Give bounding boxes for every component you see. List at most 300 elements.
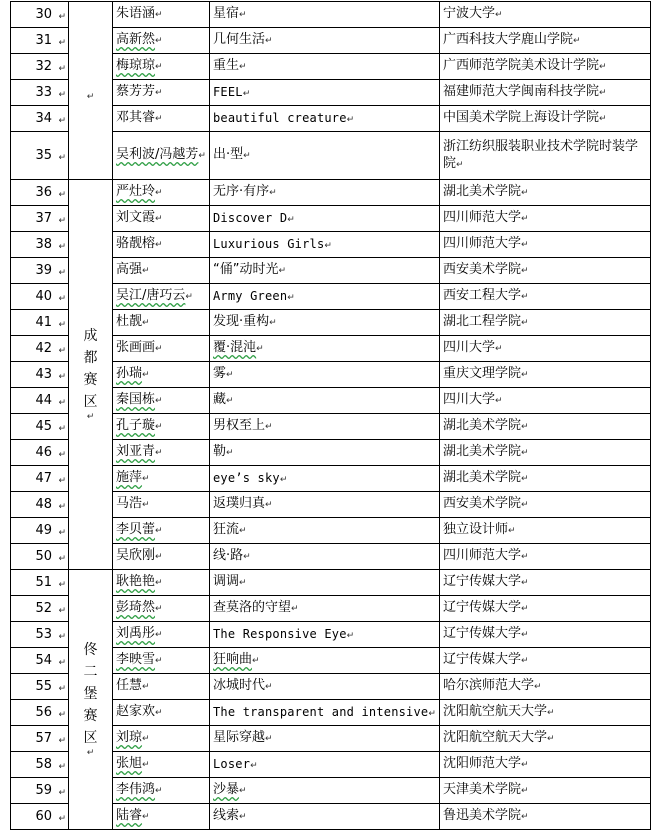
row-number [11,700,69,726]
work-title [210,54,440,80]
paragraph-mark: ↵ [521,188,529,198]
designer-name [113,106,210,132]
school-name [440,466,651,492]
paragraph-mark: ↵ [155,396,163,406]
school-name [440,648,651,674]
paragraph-mark: ↵ [58,579,66,590]
school-name-text: 中国美术学院上海设计学院 [443,110,600,125]
paragraph-mark: ↵ [521,630,529,640]
work-title [210,492,440,518]
row-number [11,362,69,388]
row-number [11,570,69,596]
designer-name [113,2,210,28]
designer-name [113,778,210,804]
paragraph-mark: ↵ [155,88,163,98]
designer-name [113,80,210,106]
work-title-text: 线·路 [213,548,244,563]
paragraph-mark: ↵ [58,423,66,434]
work-title [210,414,440,440]
paragraph-mark: ↵ [58,319,66,330]
work-title [210,700,440,726]
school-name [440,622,651,648]
work-title [210,804,440,830]
row-number-text: 60 [35,808,52,824]
school-name [440,726,651,752]
paragraph-mark: ↵ [521,318,529,328]
designer-name [113,622,210,648]
designer-name [113,648,210,674]
designer-name-text: 梅琼琼 [116,58,156,73]
school-name [440,132,651,180]
row-number [11,258,69,284]
work-title-text: 线索 [213,808,240,823]
work-title [210,388,440,414]
paragraph-mark: ↵ [521,240,529,250]
school-name [440,284,651,310]
paragraph-mark: ↵ [495,396,503,406]
row-number-text: 37 [35,210,52,226]
paragraph-mark: ↵ [279,474,288,485]
designer-name [113,752,210,778]
region-label: 成都赛区 [83,327,98,410]
school-name [440,752,651,778]
paragraph-mark: ↵ [269,188,277,198]
work-title-text: 勒 [213,444,227,459]
paragraph-mark: ↵ [226,370,234,380]
paragraph-mark: ↵ [521,812,529,822]
paragraph-mark: ↵ [155,36,163,46]
school-name-text: 四川大学 [443,340,496,355]
designer-name-text: 高新然 [116,32,156,47]
work-title-text: FEEL [213,84,243,99]
designer-name [113,804,210,830]
region-cell-tongerpu [69,570,113,830]
school-name-text: 沈阳师范大学 [443,756,522,771]
paragraph-mark: ↵ [265,734,273,744]
paragraph-mark: ↵ [58,267,66,278]
designer-name [113,570,210,596]
row-number [11,310,69,336]
designer-name [113,284,210,310]
paragraph-mark: ↵ [599,88,607,98]
paragraph-mark: ↵ [58,501,66,512]
work-title [210,310,440,336]
row-number-text: 44 [35,392,52,408]
work-title [210,622,440,648]
row-number [11,80,69,106]
row-number-text: 32 [35,58,52,74]
work-title-text: 几何生活 [213,32,266,47]
designer-name-text: 杜靓 [116,314,143,329]
paragraph-mark: ↵ [287,292,295,303]
row-number-text: 57 [35,730,52,746]
designer-name [113,28,210,54]
paragraph-mark: ↵ [252,656,260,666]
designer-name-text: 孙瑞 [116,366,143,381]
work-title [210,206,440,232]
designer-name-text: 邓其睿 [116,110,156,125]
designer-name [113,336,210,362]
designer-name [113,180,210,206]
paragraph-mark: ↵ [58,241,66,252]
row-number [11,132,69,180]
row-number-text: 55 [35,678,52,694]
paragraph-mark: ↵ [456,159,464,170]
row-number [11,674,69,700]
designer-name-text: 赵家欢 [116,704,156,719]
designer-name-text: 骆靓榕 [116,236,156,251]
designer-name-text: 耿艳艳 [116,574,156,589]
row-number-text: 54 [35,652,52,668]
row-number [11,284,69,310]
paragraph-mark: ↵ [521,604,529,614]
work-title [210,180,440,206]
work-title-text: Army Green [213,288,288,303]
work-title-text: 无序·有序 [213,184,270,199]
school-name [440,80,651,106]
paragraph-mark: ↵ [155,114,163,124]
work-title-text: Loser [213,756,251,771]
school-name [440,2,651,28]
row-number [11,518,69,544]
school-name-text: 重庆文理学院 [443,366,522,381]
work-title-text: 狂流 [213,522,240,537]
work-title-text: 出·型 [213,147,244,162]
paragraph-mark: ↵ [239,526,247,536]
school-name-text: 哈尔滨师范大学 [443,678,535,693]
work-title [210,466,440,492]
row-number-text: 47 [35,470,52,486]
designer-name-text: 刘亚青 [116,444,156,459]
designer-name-text: 高强 [116,262,143,277]
paragraph-mark: ↵ [58,63,66,74]
school-name-text: 四川师范大学 [443,548,522,563]
school-name [440,336,651,362]
paragraph-mark: ↵ [495,344,503,354]
paragraph-mark: ↵ [58,293,66,304]
paragraph-mark: ↵ [86,411,95,422]
row-number-text: 43 [35,366,52,382]
paragraph-mark: ↵ [58,683,66,694]
school-name-text: 湖北美术学院 [443,184,522,199]
work-title-text: 星宿 [213,6,240,21]
paragraph-mark: ↵ [242,88,251,99]
row-number [11,778,69,804]
school-name-text: 辽宁传媒大学 [443,626,522,641]
school-name [440,206,651,232]
school-name-text: 湖北美术学院 [443,418,522,433]
row-number-text: 30 [35,6,52,22]
designer-name-text: 陆睿 [116,808,143,823]
row-number [11,414,69,440]
paragraph-mark: ↵ [142,682,150,692]
paragraph-mark: ↵ [269,318,277,328]
work-title [210,752,440,778]
paragraph-mark: ↵ [155,578,163,588]
paragraph-mark: ↵ [142,500,150,510]
paragraph-mark: ↵ [239,10,247,20]
paragraph-mark: ↵ [239,578,247,588]
work-title [210,518,440,544]
school-name [440,54,651,80]
row-number-text: 36 [35,184,52,200]
work-title-text: Discover D [213,210,288,225]
row-number-text: 49 [35,522,52,538]
designer-name [113,414,210,440]
school-name-text: 辽宁传媒大学 [443,600,522,615]
paragraph-mark: ↵ [86,747,95,758]
designer-name-text: 蔡芳芳 [116,84,156,99]
paragraph-mark: ↵ [155,630,163,640]
work-title [210,648,440,674]
school-name [440,674,651,700]
row-number [11,336,69,362]
work-title-text: 发现·重构 [213,314,270,329]
paragraph-mark: ↵ [346,114,355,125]
work-title-text: eye’s sky [213,470,280,485]
paragraph-mark: ↵ [521,214,529,224]
paragraph-mark: ↵ [155,422,163,432]
school-name-text: 湖北工程学院 [443,314,522,329]
paragraph-mark: ↵ [58,37,66,48]
paragraph-mark: ↵ [599,62,607,72]
work-title-text: “俑”动时光 [213,262,279,277]
paragraph-mark: ↵ [155,448,163,458]
row-number-text: 41 [35,314,52,330]
designer-name [113,440,210,466]
designer-name [113,544,210,570]
work-title-text: 覆·混沌 [213,340,257,355]
school-name-text: 广西科技大学鹿山学院 [443,32,574,47]
row-number-text: 58 [35,756,52,772]
row-number-text: 52 [35,600,52,616]
designer-name [113,310,210,336]
school-name-text: 浙江纺织服装职业技术学院时装学院 [443,138,639,171]
row-number [11,232,69,258]
designer-name-text: 朱语涵 [116,6,156,21]
paragraph-mark: ↵ [142,370,150,380]
paragraph-mark: ↵ [142,318,150,328]
region-label: 佟二堡赛区 [83,641,98,746]
designer-name-text: 张旭 [116,756,143,771]
table-row [11,2,651,28]
paragraph-mark: ↵ [58,89,66,100]
designer-name [113,132,210,180]
designer-name [113,362,210,388]
paragraph-mark: ↵ [58,152,66,163]
paragraph-mark: ↵ [521,552,529,562]
school-name [440,258,651,284]
designer-name-text: 李伟鸿 [116,782,156,797]
designer-name [113,258,210,284]
paragraph-mark: ↵ [508,526,516,536]
region-cell-first [69,2,113,180]
paragraph-mark: ↵ [58,189,66,200]
work-title [210,544,440,570]
work-title-text: 藏 [213,392,227,407]
work-title [210,440,440,466]
school-name-text: 独立设计师 [443,522,509,537]
designer-name-text: 刘文霞 [116,210,156,225]
row-number-text: 39 [35,262,52,278]
paragraph-mark: ↵ [58,345,66,356]
work-title [210,778,440,804]
row-number-text: 56 [35,704,52,720]
designer-name-text: 吴利波/冯越芳 [116,147,199,162]
paragraph-mark: ↵ [287,214,295,225]
designer-name [113,726,210,752]
paragraph-mark: ↵ [58,735,66,746]
designer-name [113,232,210,258]
paragraph-mark: ↵ [58,553,66,564]
school-name [440,232,651,258]
school-name [440,28,651,54]
school-name [440,596,651,622]
designer-name [113,388,210,414]
school-name-text: 四川师范大学 [443,236,522,251]
paragraph-mark: ↵ [142,812,150,822]
school-name-text: 鲁迅美术学院 [443,808,522,823]
work-title-text: 重生 [213,58,240,73]
row-number [11,106,69,132]
paragraph-mark: ↵ [239,62,247,72]
paragraph-mark: ↵ [226,396,234,406]
designer-name-text: 张画画 [116,340,156,355]
school-name [440,570,651,596]
paragraph-mark: ↵ [155,188,163,198]
designer-name-text: 吴江/唐巧云 [116,288,186,303]
work-title [210,258,440,284]
paragraph-mark: ↵ [58,527,66,538]
paragraph-mark: ↵ [428,708,436,719]
paragraph-mark: ↵ [243,552,251,562]
paragraph-mark: ↵ [142,734,150,744]
paragraph-mark: ↵ [250,760,258,771]
row-number-text: 46 [35,444,52,460]
school-name-text: 西安工程大学 [443,288,522,303]
work-title [210,570,440,596]
school-name [440,544,651,570]
school-name-text: 福建师范大学闽南科技学院 [443,84,600,99]
designer-name [113,518,210,544]
row-number [11,28,69,54]
school-name [440,492,651,518]
row-number [11,466,69,492]
row-number-text: 53 [35,626,52,642]
paragraph-mark: ↵ [155,10,163,20]
paragraph-mark: ↵ [265,500,273,510]
work-title [210,106,440,132]
paragraph-mark: ↵ [226,448,234,458]
work-title [210,726,440,752]
paragraph-mark: ↵ [155,62,163,72]
designer-name-text: 任慧 [116,678,143,693]
row-number [11,2,69,28]
paragraph-mark: ↵ [521,370,529,380]
table-row [11,180,651,206]
paragraph-mark: ↵ [155,240,163,250]
paragraph-mark: ↵ [155,526,163,536]
row-number [11,622,69,648]
paragraph-mark: ↵ [521,656,529,666]
work-title-text: 沙暴 [213,782,240,797]
paragraph-mark: ↵ [599,114,607,124]
paragraph-mark: ↵ [521,578,529,588]
paragraph-mark: ↵ [198,151,206,161]
school-name-text: 西安美术学院 [443,262,522,277]
work-title [210,232,440,258]
designer-name-text: 秦国栋 [116,392,156,407]
row-number [11,440,69,466]
table-body [11,2,651,830]
paragraph-mark: ↵ [243,151,251,161]
row-number [11,206,69,232]
school-name [440,778,651,804]
row-number-text: 48 [35,496,52,512]
designer-name-text: 施萍 [116,470,143,485]
designer-name-text: 马浩 [116,496,143,511]
school-name-text: 天津美术学院 [443,782,522,797]
work-title [210,674,440,700]
paragraph-mark: ↵ [265,422,273,432]
work-title-text: 狂响曲 [213,652,253,667]
paragraph-mark: ↵ [155,656,163,666]
school-name-text: 湖北美术学院 [443,444,522,459]
row-number-text: 38 [35,236,52,252]
school-name [440,362,651,388]
work-title-text: 查莫洛的守望 [213,600,292,615]
paragraph-mark: ↵ [142,266,150,276]
paragraph-mark: ↵ [521,474,529,484]
paragraph-mark: ↵ [521,292,529,302]
work-title [210,2,440,28]
row-number-text: 45 [35,418,52,434]
school-name [440,388,651,414]
work-title-text: The Responsive Eye [213,626,347,641]
designer-name-text: 刘禹彤 [116,626,156,641]
paragraph-mark: ↵ [239,812,247,822]
row-number [11,726,69,752]
designer-name [113,674,210,700]
school-name [440,310,651,336]
paragraph-mark: ↵ [185,292,193,302]
work-title [210,362,440,388]
row-number [11,544,69,570]
work-title [210,80,440,106]
paragraph-mark: ↵ [58,761,66,772]
paragraph-mark: ↵ [265,36,273,46]
row-number-text: 34 [35,110,52,126]
school-name [440,804,651,830]
school-name [440,440,651,466]
paragraph-mark: ↵ [58,709,66,720]
award-list-table [10,1,651,830]
designer-name-text: 李映雪 [116,652,156,667]
paragraph-mark: ↵ [521,266,529,276]
school-name-text: 西安美术学院 [443,496,522,511]
row-number [11,648,69,674]
school-name [440,700,651,726]
row-number [11,492,69,518]
school-name-text: 四川师范大学 [443,210,522,225]
row-number [11,752,69,778]
designer-name-text: 吴欣刚 [116,548,156,563]
row-number-text: 42 [35,340,52,356]
designer-name [113,54,210,80]
paragraph-mark: ↵ [58,215,66,226]
designer-name-text: 严灶玲 [116,184,156,199]
table-row [11,570,651,596]
